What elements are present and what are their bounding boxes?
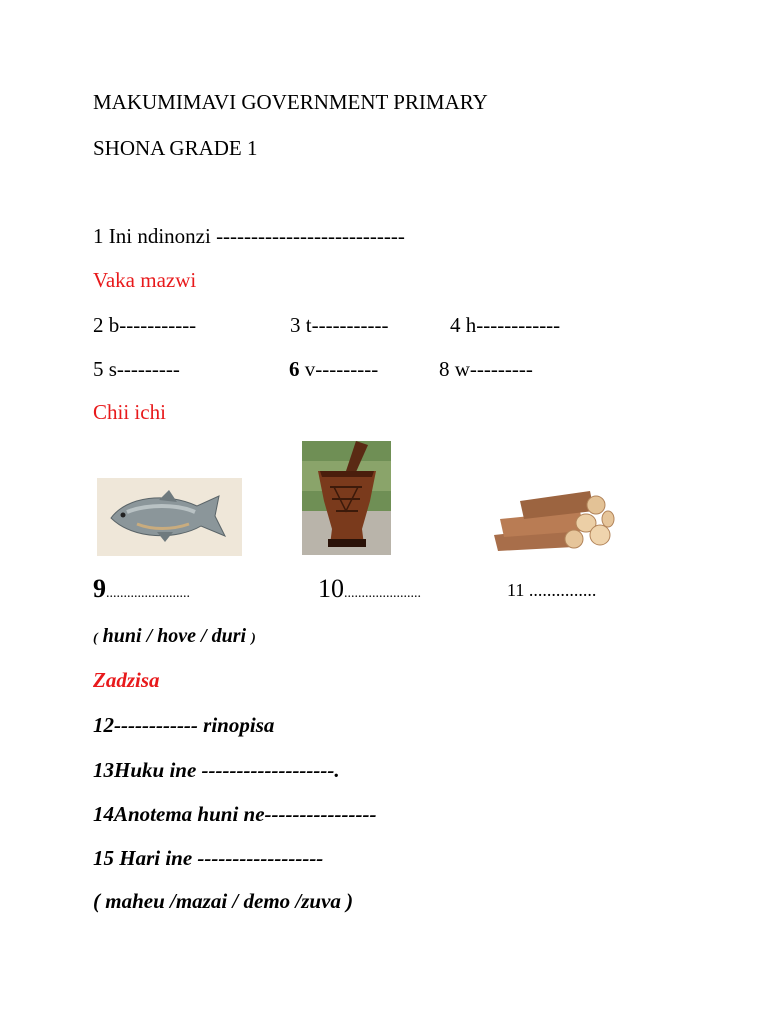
question-9-dots: ........................ [106,586,190,601]
question-9-number: 9 [93,574,106,603]
question-6 [289,359,378,380]
question-2: 2 b----------- [93,313,197,337]
section-chii-ichi: Chii ichi [93,400,166,424]
section-vaka-mazwi: Vaka mazwi [93,268,197,292]
question-10-number: 10 [318,574,344,603]
options-words: huni / hove / duri [97,625,252,647]
question-3: 3 t----------- [290,313,389,337]
options-open-paren: ( [93,631,98,646]
question-12: 12------------ rinopisa [93,713,275,737]
school-title: MAKUMIMAVI GOVERNMENT PRIMARY [93,90,488,114]
question-10-dots: ...................... [344,586,421,601]
section-zadzisa: Zadzisa [93,668,160,692]
question-6-text: v--------- [299,357,379,381]
question-4: 4 h------------ [450,313,561,337]
mortar-and-pestle-icon [302,441,391,555]
subject-title: SHONA GRADE 1 [93,136,258,160]
question-6-number: 6 [289,357,300,381]
question-8: 8 w--------- [439,357,533,381]
options-line-1 [93,626,256,646]
options-line-2: ( maheu /mazai / demo /zuva ) [93,889,354,913]
question-15: 15 Hari ine ------------------ [93,846,324,870]
question-14: 14Anotema huni ne---------------- [93,802,377,826]
firewood-icon [490,483,615,553]
question-9 [93,576,190,602]
question-5: 5 s--------- [93,357,180,381]
question-10 [318,576,421,602]
question-11: 11 ............... [507,580,597,600]
question-13: 13Huku ine -------------------. [93,758,340,782]
options-close-paren: ) [251,631,256,646]
question-1: 1 Ini ndinonzi --------------------------- [93,224,405,248]
fish-icon [97,478,242,556]
